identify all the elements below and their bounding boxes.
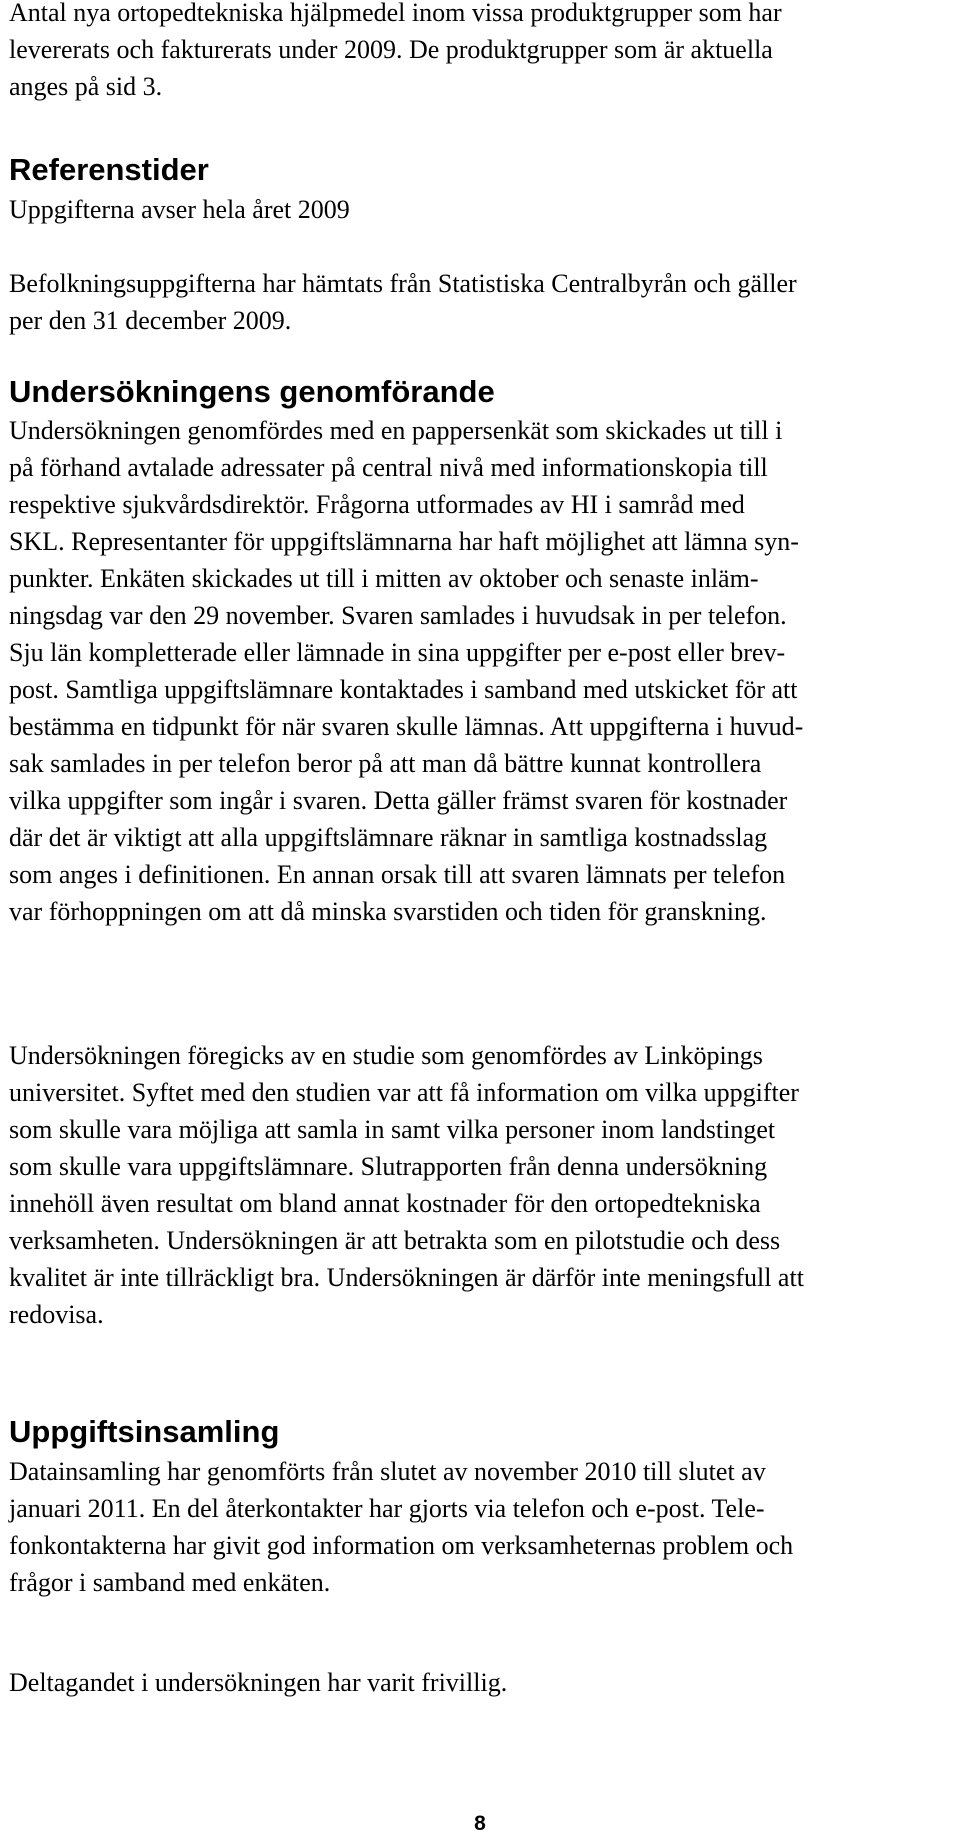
genomforande-paragraph-2 <box>9 1037 804 1333</box>
text-line: kvalitet är inte tillräckligt bra. Undersökningen är därför inte meningsfull att <box>9 1263 804 1292</box>
uppgiftsinsamling-paragraph-2 <box>9 1664 507 1701</box>
heading-uppgiftsinsamling: Uppgiftsinsamling <box>9 1414 280 1449</box>
text-line: där det är viktigt att alla uppgiftslämnare räknar in samtliga kostnadsslag <box>9 823 768 852</box>
text-line: som skulle vara uppgiftslämnare. Slutrapporten från denna undersökning <box>9 1152 768 1181</box>
text-line: Datainsamling har genomförts från slutet av november 2010 till slutet av <box>9 1457 766 1486</box>
page-number: 8 <box>474 1812 486 1835</box>
text-line: redovisa. <box>9 1300 104 1329</box>
text-line: Undersökningen föregicks av en studie som genomfördes av Linköpings <box>9 1041 763 1070</box>
genomforande-paragraph-1 <box>9 412 803 930</box>
text-line: anges på sid 3. <box>9 72 163 101</box>
text-line: levererats och fakturerats under 2009. De produktgrupper som är aktuella <box>9 35 773 64</box>
text-line: SKL. Representanter för uppgiftslämnarna har haft möjlighet att lämna syn- <box>9 527 799 556</box>
text-line: bestämma en tidpunkt för när svaren skulle lämnas. Att uppgifterna i huvud- <box>9 712 804 741</box>
text-line: post. Samtliga uppgiftslämnare kontaktades i samband med utskicket för att <box>9 675 798 704</box>
text-line: var förhoppningen om att då minska svarstiden och tiden för granskning. <box>9 897 767 926</box>
text-line: respektive sjukvårdsdirektör. Frågorna utformades av HI i samråd med <box>9 490 745 519</box>
text-line: Undersökningen genomfördes med en pappersenkät som skickades ut till i <box>9 416 783 445</box>
text-line: Deltagandet i undersökningen har varit frivillig. <box>9 1668 508 1697</box>
referenstider-paragraph-1 <box>9 191 350 228</box>
text-line: som anges i definitionen. En annan orsak till att svaren lämnats per telefon <box>9 860 786 889</box>
text-line: Uppgifterna avser hela året 2009 <box>9 195 350 224</box>
text-line: Sju län kompletterade eller lämnade in sina uppgifter per e-post eller brev- <box>9 638 786 667</box>
uppgiftsinsamling-paragraph-1 <box>9 1453 793 1601</box>
heading-referenstider: Referenstider <box>9 152 209 187</box>
text-line: januari 2011. En del återkontakter har gjorts via telefon och e-post. Tele- <box>9 1494 765 1523</box>
text-line: frågor i samband med enkäten. <box>9 1568 331 1597</box>
text-line: Befolkningsuppgifterna har hämtats från Statistiska Centralbyrån och gäller <box>9 269 797 298</box>
intro-paragraph <box>9 0 782 105</box>
text-line: universitet. Syftet med den studien var att få information om vilka uppgifter <box>9 1078 799 1107</box>
text-line: som skulle vara möjliga att samla in samt vilka personer inom landstinget <box>9 1115 776 1144</box>
text-line: sak samlades in per telefon beror på att man då bättre kunnat kontrollera <box>9 749 762 778</box>
text-line: vilka uppgifter som ingår i svaren. Detta gäller främst svaren för kostnader <box>9 786 788 815</box>
text-line: på förhand avtalade adressater på central nivå med informationskopia till <box>9 453 768 482</box>
text-line: punkter. Enkäten skickades ut till i mitten av oktober och senaste inläm- <box>9 564 759 593</box>
text-line: verksamheten. Undersökningen är att betrakta som en pilotstudie och dess <box>9 1226 781 1255</box>
text-line: ningsdag var den 29 november. Svaren samlades i huvudsak in per telefon. <box>9 601 787 630</box>
text-line: Antal nya ortopedtekniska hjälpmedel inom vissa produktgrupper som har <box>9 0 782 27</box>
text-line: innehöll även resultat om bland annat kostnader för den ortopedtekniska <box>9 1189 761 1218</box>
text-line: per den 31 december 2009. <box>9 306 292 335</box>
heading-genomforande: Undersökningens genomförande <box>9 374 495 409</box>
text-line: fonkontakterna har givit god information om verksamheternas problem och <box>9 1531 794 1560</box>
referenstider-paragraph-2 <box>9 265 797 339</box>
